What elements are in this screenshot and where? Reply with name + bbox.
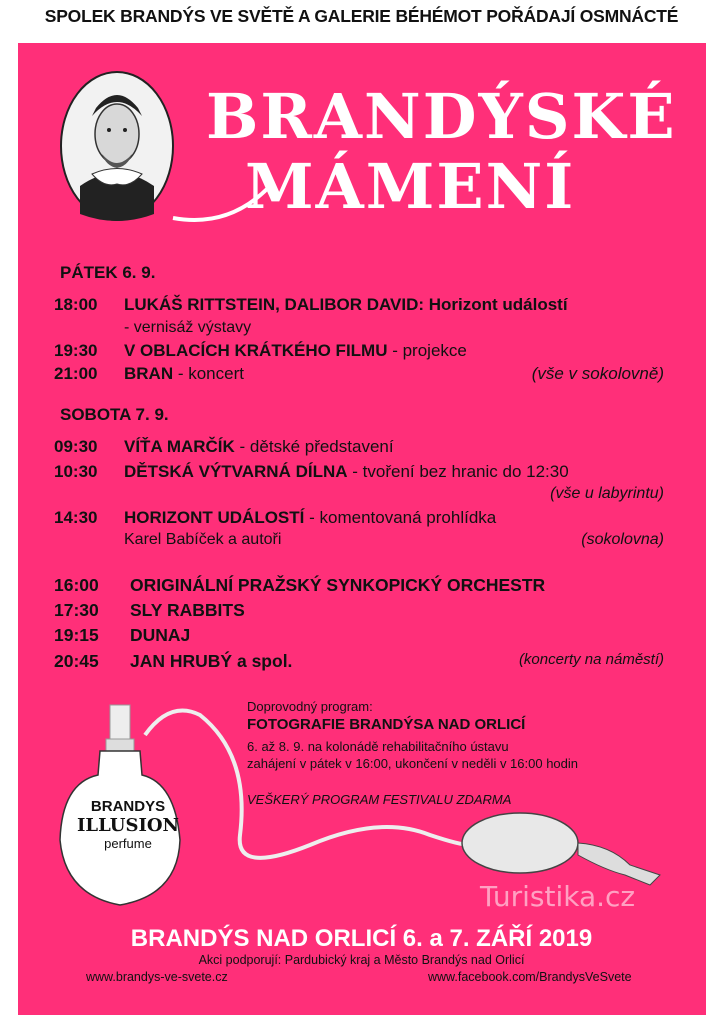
companion-line1: 6. až 8. 9. na kolonádě rehabilitačního ústavu — [247, 739, 509, 754]
act: LUKÁŠ RITTSTEIN, DALIBOR DAVID: Horizont událostí — [124, 295, 568, 314]
act: ORIGINÁLNÍ PRAŽSKÝ SYNKOPICKÝ ORCHESTR — [130, 575, 546, 595]
time: 21:00 — [54, 364, 98, 383]
bottle-label-line3: perfume — [104, 836, 152, 851]
detail: - vernisáž výstavy — [124, 319, 252, 336]
time: 19:15 — [54, 625, 99, 645]
program-row-detail — [54, 531, 664, 551]
title-swash-decoration — [168, 180, 278, 230]
footer-support: Akci podporují: Pardubický kraj a Město Brandýs nad Orlicí — [198, 953, 525, 967]
program-row — [54, 575, 664, 597]
time: 09:30 — [54, 437, 98, 456]
companion-line2: zahájení v pátek v 16:00, ukončení v neděli v 16:00 hodin — [247, 756, 579, 771]
bottle-label-line1: BRANDYS — [90, 798, 166, 815]
friday-heading: PÁTEK 6. 9. — [60, 263, 156, 282]
program-row — [54, 625, 664, 647]
portrait-illustration — [58, 68, 176, 224]
program-row — [54, 651, 664, 673]
act: VÍŤA MARČÍK — [124, 437, 235, 456]
time: 19:30 — [54, 341, 98, 360]
organizers-line: SPOLEK BRANDÝS VE SVĚTĚ A GALERIE BÉHÉMOT POŘÁDAJÍ OSMNÁCTÉ — [44, 6, 679, 26]
detail: - dětské představení — [239, 437, 394, 456]
detail: a spol. — [236, 651, 293, 671]
free-admission-note: VEŠKERÝ PROGRAM FESTIVALU ZDARMA — [247, 792, 512, 807]
act: SLY RABBITS — [130, 600, 245, 620]
act: V OBLACÍCH KRÁTKÉHO FILMU — [124, 341, 388, 360]
time: 18:00 — [54, 295, 98, 314]
act: DUNAJ — [130, 625, 191, 645]
detail: Karel Babíček a autoři — [124, 531, 282, 548]
program-row — [54, 600, 664, 622]
venue-note: (koncerty na náměstí) — [518, 651, 664, 668]
companion-title: FOTOGRAFIE BRANDÝSA NAD ORLICÍ — [247, 716, 526, 733]
program-row — [54, 295, 664, 315]
venue-note: (sokolovna) — [581, 531, 664, 548]
detail: - projekce — [392, 341, 467, 360]
program-row — [54, 341, 664, 361]
act: HORIZONT UDÁLOSTÍ — [124, 508, 305, 527]
footer-title: BRANDÝS NAD ORLICÍ 6. a 7. ZÁŘÍ 2019 — [130, 925, 593, 952]
program-row — [54, 508, 664, 528]
detail: - koncert — [177, 364, 244, 383]
time: 16:00 — [54, 575, 99, 595]
companion-label: Doprovodný program: — [247, 699, 373, 714]
saturday-heading: SOBOTA 7. 9. — [60, 405, 169, 424]
program-row-detail — [54, 319, 664, 339]
festival-title-line1: BRANDÝSKÉ — [206, 80, 677, 153]
program-row — [54, 462, 664, 482]
venue-note: (vše u labyrintu) — [550, 485, 664, 502]
venue-note: (vše v sokolovně) — [531, 364, 664, 383]
time: 20:45 — [54, 651, 99, 671]
bottle-label-line2: ILLUSION — [77, 815, 179, 836]
program-row — [54, 437, 664, 457]
facebook-link[interactable]: www.facebook.com/BrandysVeSvete — [428, 970, 632, 984]
act: DĚTSKÁ VÝTVARNÁ DÍLNA — [124, 462, 348, 481]
time: 14:30 — [54, 508, 98, 527]
festival-title-line2: MÁMENÍ — [245, 150, 576, 223]
watermark: Turistika.cz — [480, 880, 636, 913]
program-row — [54, 364, 664, 384]
act: BRAN — [124, 364, 174, 383]
time: 17:30 — [54, 600, 99, 620]
bottle-label — [68, 798, 188, 851]
act: JAN HRUBÝ — [130, 651, 233, 671]
website-link[interactable]: www.brandys-ve-svete.cz — [86, 970, 228, 984]
detail: - komentovaná prohlídka — [309, 508, 497, 527]
program-row-note — [54, 485, 664, 505]
time: 10:30 — [54, 462, 98, 481]
detail: - tvoření bez hranic do 12:30 — [352, 462, 569, 481]
